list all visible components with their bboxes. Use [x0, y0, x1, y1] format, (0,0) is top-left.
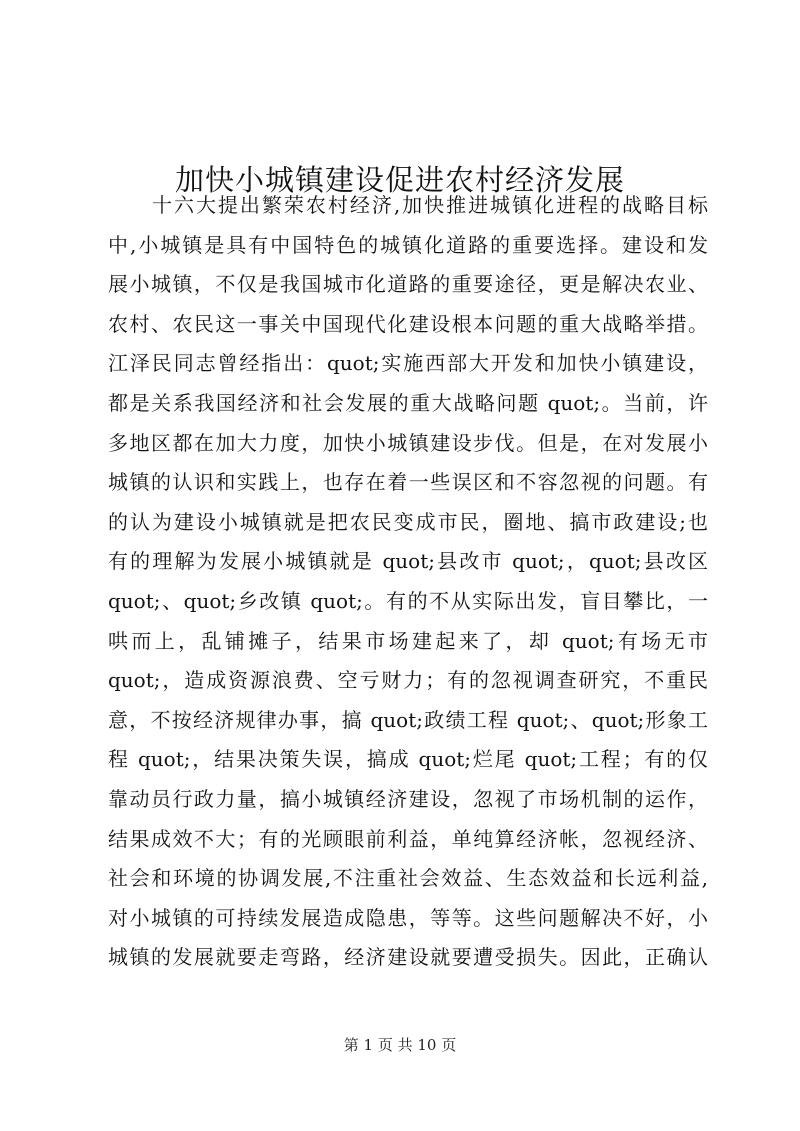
body-line: 十六大提出繁荣农村经济,加快推进城镇化进程的战略目标 — [108, 193, 708, 217]
body-line: 靠动员行政力量，搞小城镇经济建设，忽视了市场机制的运作， — [108, 786, 708, 811]
body-line: 展小城镇，不仅是我国城市化道路的重要途径，更是解决农业、 — [108, 272, 708, 297]
body-line: 结果成效不大；有的光顾眼前利益，单纯算经济帐，忽视经济、 — [108, 826, 708, 851]
body-line: quot;、quot;乡改镇 quot;。有的不从实际出发，盲目攀比，一 — [108, 588, 708, 613]
body-line: 中,小城镇是具有中国特色的城镇化道路的重要选择。建设和发 — [108, 232, 708, 257]
document-title: 加快小城镇建设促进农村经济发展 — [174, 163, 625, 198]
body-line: 农村、农民这一事关中国现代化建设根本问题的重大战略举措。 — [108, 311, 708, 336]
page-number-footer: 第 1 页 共 10 页 — [343, 1036, 457, 1054]
body-line: 城镇的发展就要走弯路，经济建设就要遭受损失。因此，正确认 — [108, 945, 708, 970]
body-line: quot;，造成资源浪费、空亏财力；有的忽视调查研究，不重民 — [108, 668, 708, 693]
body-line: 城镇的认识和实践上，也存在着一些误区和不容忽视的问题。有 — [108, 470, 708, 495]
body-line: 对小城镇的可持续发展造成隐患，等等。这些问题解决不好，小 — [108, 905, 708, 930]
body-line: 多地区都在加大力度，加快小城镇建设步伐。但是，在对发展小 — [108, 430, 708, 455]
body-line: 社会和环境的协调发展,不注重社会效益、生态效益和长远利益, — [108, 866, 708, 891]
body-line: 江泽民同志曾经指出：quot;实施西部大开发和加快小镇建设， — [108, 351, 708, 376]
body-line: 程 quot;，结果决策失误，搞成 quot;烂尾 quot;工程；有的仅 — [108, 747, 708, 772]
body-line: 都是关系我国经济和社会发展的重大战略问题 quot;。当前，许 — [108, 390, 708, 415]
body-line: 哄而上，乱铺摊子，结果市场建起来了，却 quot;有场无市 — [108, 628, 708, 653]
body-line: 意，不按经济规律办事，搞 quot;政绩工程 quot;、quot;形象工 — [108, 707, 708, 732]
body-line: 的认为建设小城镇就是把农民变成市民，圈地、搞市政建设;也 — [108, 509, 708, 534]
body-line: 有的理解为发展小城镇就是 quot;县改市 quot;，quot;县改区 — [108, 549, 708, 574]
document-body — [108, 186, 708, 978]
